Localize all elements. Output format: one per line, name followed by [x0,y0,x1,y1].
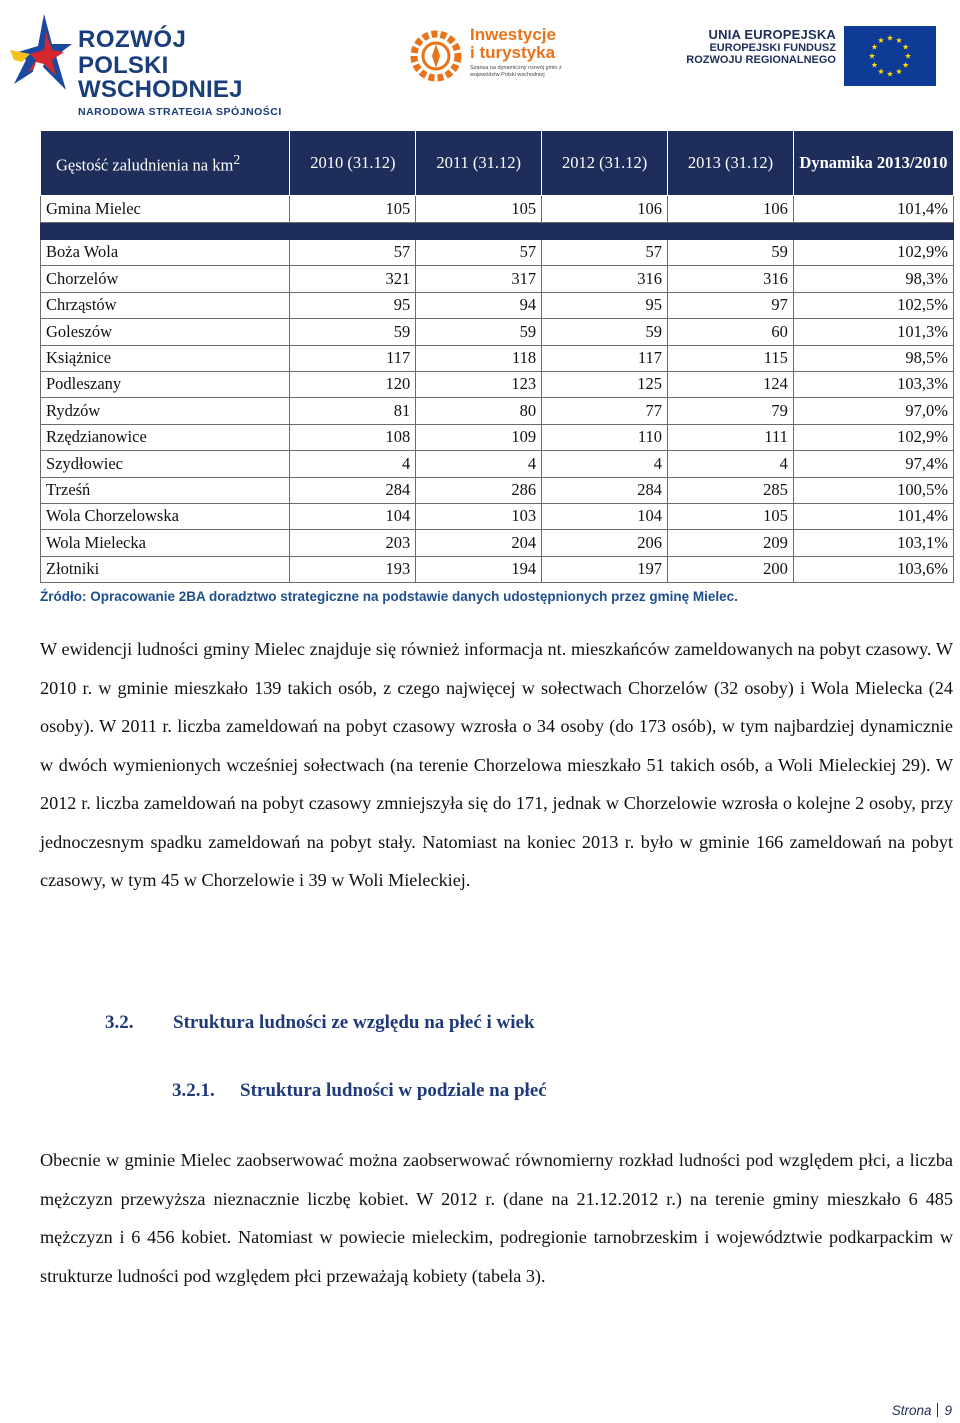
table-cell: 101,3% [793,319,953,345]
row-name: Trześń [41,477,290,503]
row-name: Boża Wola [41,240,290,266]
table-cell: 124 [668,371,794,397]
row-name: Złotniki [41,556,290,582]
table-cell: 57 [290,240,416,266]
table-row [41,371,954,397]
table-cell: 97,4% [793,451,953,477]
table-cell: 106 [542,196,668,223]
table-cell: 102,9% [793,240,953,266]
row-name: Podleszany [41,371,290,397]
table-header-row [41,131,954,196]
table-cell: 103,3% [793,371,953,397]
table-cell: 109 [416,424,542,450]
table-header-cell: 2010 (31.12) [290,131,416,196]
eu-star [887,35,893,41]
table-cell: 103,6% [793,556,953,582]
table-cell: 115 [668,345,794,371]
eu-star [871,44,877,50]
unia-europejska-logo [684,22,936,84]
table-row [41,240,954,266]
table-header-cell: 2011 (31.12) [416,131,542,196]
table-cell: 98,3% [793,266,953,292]
section-heading [105,1012,535,1034]
eu-star [887,71,893,77]
table-header-cell: 2012 (31.12) [542,131,668,196]
page-number: 9 [944,1403,952,1418]
row-name: Rydzów [41,398,290,424]
table-row [41,319,954,345]
eu-star [896,37,902,43]
subsection-title: Struktura ludności w podziale na płeć [240,1080,547,1101]
table-cell: 80 [416,398,542,424]
table-cell: 102,5% [793,292,953,318]
eu-star [871,62,877,68]
table-cell: 103 [416,503,542,529]
table-cell: 4 [668,451,794,477]
table-cell: 104 [542,503,668,529]
table-row [41,345,954,371]
row-name: Chorzelów [41,266,290,292]
inwestycje-i-turystyka-logo [410,24,580,94]
table-cell: 118 [416,345,542,371]
table-cell: 111 [668,424,794,450]
table-cell: 81 [290,398,416,424]
rozwoj-polski-wschodniej-logo [8,10,308,118]
table-cell: 200 [668,556,794,582]
table-cell: 59 [668,240,794,266]
table-cell: 59 [290,319,416,345]
table-cell: 59 [542,319,668,345]
table-cell: 57 [416,240,542,266]
footer-label: Strona [891,1403,932,1418]
table-row [41,266,954,292]
table-cell: 79 [668,398,794,424]
rpw-subtitle: NARODOWA STRATEGIA SPÓJNOŚCI [78,106,282,118]
table-cell: 4 [290,451,416,477]
eu-star [905,53,911,59]
table-cell: 209 [668,530,794,556]
footer-divider [937,1403,938,1417]
eu-star [896,68,902,74]
table-row [41,451,954,477]
inwestycje-tagline: Szansa na dynamiczny rozwój gmin z województw Polski wschodniej [470,65,562,78]
table-cell: 101,4% [793,503,953,529]
source-note: Źródło: Opracowanie 2BA doradztwo strategiczne na podstawie danych udostępnionych przez gminę Mielec. [40,589,738,604]
ue-fund-line2: ROZWOJU REGIONALNEGO [686,54,836,67]
paragraph-gender-structure: Obecnie w gminie Mielec zaobserwować można zaobserwować równomierny rozkład ludności pod względem płci, a liczba mężczyzn przewyższa nieznacznie liczbę kobiet. W 2012 r. (dane na 21.12.2012 r.) na terenie gminy mieszkało 6 485 mężczyzn i 6 456 kobiet. Natomiast w powiecie mieleckim, podregionie tarnobrzeskim i województwie podkarpackim w strukturze ludności pod względem płci przeważają kobiety (tabela 3). [40,1150,953,1286]
table-row [41,424,954,450]
table-row-gmina [41,196,954,223]
table-cell: 203 [290,530,416,556]
row-name: Książnice [41,345,290,371]
table-cell: 117 [290,345,416,371]
table-header-cell: Gęstość zaludnienia na $km^2$ [41,131,290,196]
table-cell: 125 [542,371,668,397]
table-cell: 286 [416,477,542,503]
table-cell: 284 [290,477,416,503]
header-logos [0,0,960,118]
table-cell: 285 [668,477,794,503]
row-name: Chrząstów [41,292,290,318]
table-row [41,398,954,424]
eu-star [878,37,884,43]
subsection-number: 3.2.1. [172,1080,215,1101]
table-cell: 106 [668,196,794,223]
table-cell: 102,9% [793,424,953,450]
table-cell: 104 [290,503,416,529]
row-name: Rzędzianowice [41,424,290,450]
section-title: Struktura ludności ze względu na płeć i wiek [173,1012,535,1033]
table-cell: 120 [290,371,416,397]
table-cell: 59 [416,319,542,345]
table-cell: 284 [542,477,668,503]
table-cell: 316 [668,266,794,292]
rpw-star-icon [8,10,74,96]
row-name: Wola Mielecka [41,530,290,556]
table-cell: 95 [290,292,416,318]
table-cell: 77 [542,398,668,424]
table-cell: 321 [290,266,416,292]
row-name: Goleszów [41,319,290,345]
table-cell: 193 [290,556,416,582]
table-cell: 204 [416,530,542,556]
table-cell: 100,5% [793,477,953,503]
table-header-cell: Dynamika 2013/2010 [793,131,953,196]
population-density-table [40,130,954,583]
table-cell: 94 [416,292,542,318]
page-footer [892,1403,952,1418]
inwestycje-title-line1: Inwestycje [470,25,556,44]
table-cell: 197 [542,556,668,582]
table-cell: 101,4% [793,196,953,223]
table-cell: 4 [416,451,542,477]
table-cell: 194 [416,556,542,582]
table-cell: 110 [542,424,668,450]
rpw-title-line2: POLSKI WSCHODNIEJ [78,52,243,103]
eu-star [903,62,909,68]
inwestycje-title-line2: i turystyka [470,43,556,62]
ue-title: UNIA EUROPEJSKA [708,27,836,42]
rpw-title-line1: ROZWÓJ [78,26,187,53]
table-cell: 117 [542,345,668,371]
table-cell: 316 [542,266,668,292]
row-name: Szydłowiec [41,451,290,477]
table-cell: 97,0% [793,398,953,424]
table-header-cell: 2013 (31.12) [668,131,794,196]
superscript: 2 [233,151,241,167]
eu-star [878,68,884,74]
table-cell: 105 [416,196,542,223]
table-cell: 98,5% [793,345,953,371]
eu-flag-icon [844,26,936,86]
table-cell: 206 [542,530,668,556]
table-cell: 57 [542,240,668,266]
ue-fund-line1: EUROPEJSKI FUNDUSZ [709,42,836,55]
table-cell: 123 [416,371,542,397]
table-cell: 103,1% [793,530,953,556]
table-cell: 4 [542,451,668,477]
table-row [41,530,954,556]
table-cell: 108 [290,424,416,450]
section-number: 3.2. [105,1012,134,1033]
eu-star [869,53,875,59]
table-cell: 317 [416,266,542,292]
table-cell: 60 [668,319,794,345]
gear-compass-icon [410,24,466,86]
row-name: Wola Chorzelowska [41,503,290,529]
table-row [41,503,954,529]
row-name: Gmina Mielec [41,196,290,223]
table-separator-row [41,223,954,240]
table-row [41,556,954,582]
table-cell: 105 [668,503,794,529]
subsection-heading [172,1080,547,1102]
table-row [41,292,954,318]
paragraph-temporary-residents: W ewidencji ludności gminy Mielec znajduje się również informacja nt. mieszkańców zameldowanych na pobyt czasowy. W 2010 r. w gminie mieszkało 139 takich osób, z czego najwięcej w sołectwach Chorzelów (32 osoby) i Wola Mielecka (24 osoby). W 2011 r. liczba zameldowań na pobyt czasowy wzrosła o 34 osoby (do 173 osób), w tym najbardziej dynamicznie w dwóch wymienionych wcześniej sołectwach (na terenie Chorzelowa mieszkało 51 takich osób, a Woli Mieleckiej 29). W 2012 r. liczba zameldowań na pobyt czasowy zmniejszyła się do 171, jednak w Chorzelowie wzrosła o kolejne 2 osoby, przy jednoczesnym spadku zameldowań na pobyt stały. Natomiast na koniec 2013 r. było w gminie 166 zameldowań na pobyt czasowy, w tym 45 w Chorzelowie i 39 w Woli Mieleckiej. [40,639,953,890]
eu-star [903,44,909,50]
table-cell: 105 [290,196,416,223]
table-row [41,477,954,503]
table-cell: 95 [542,292,668,318]
table-cell: 97 [668,292,794,318]
